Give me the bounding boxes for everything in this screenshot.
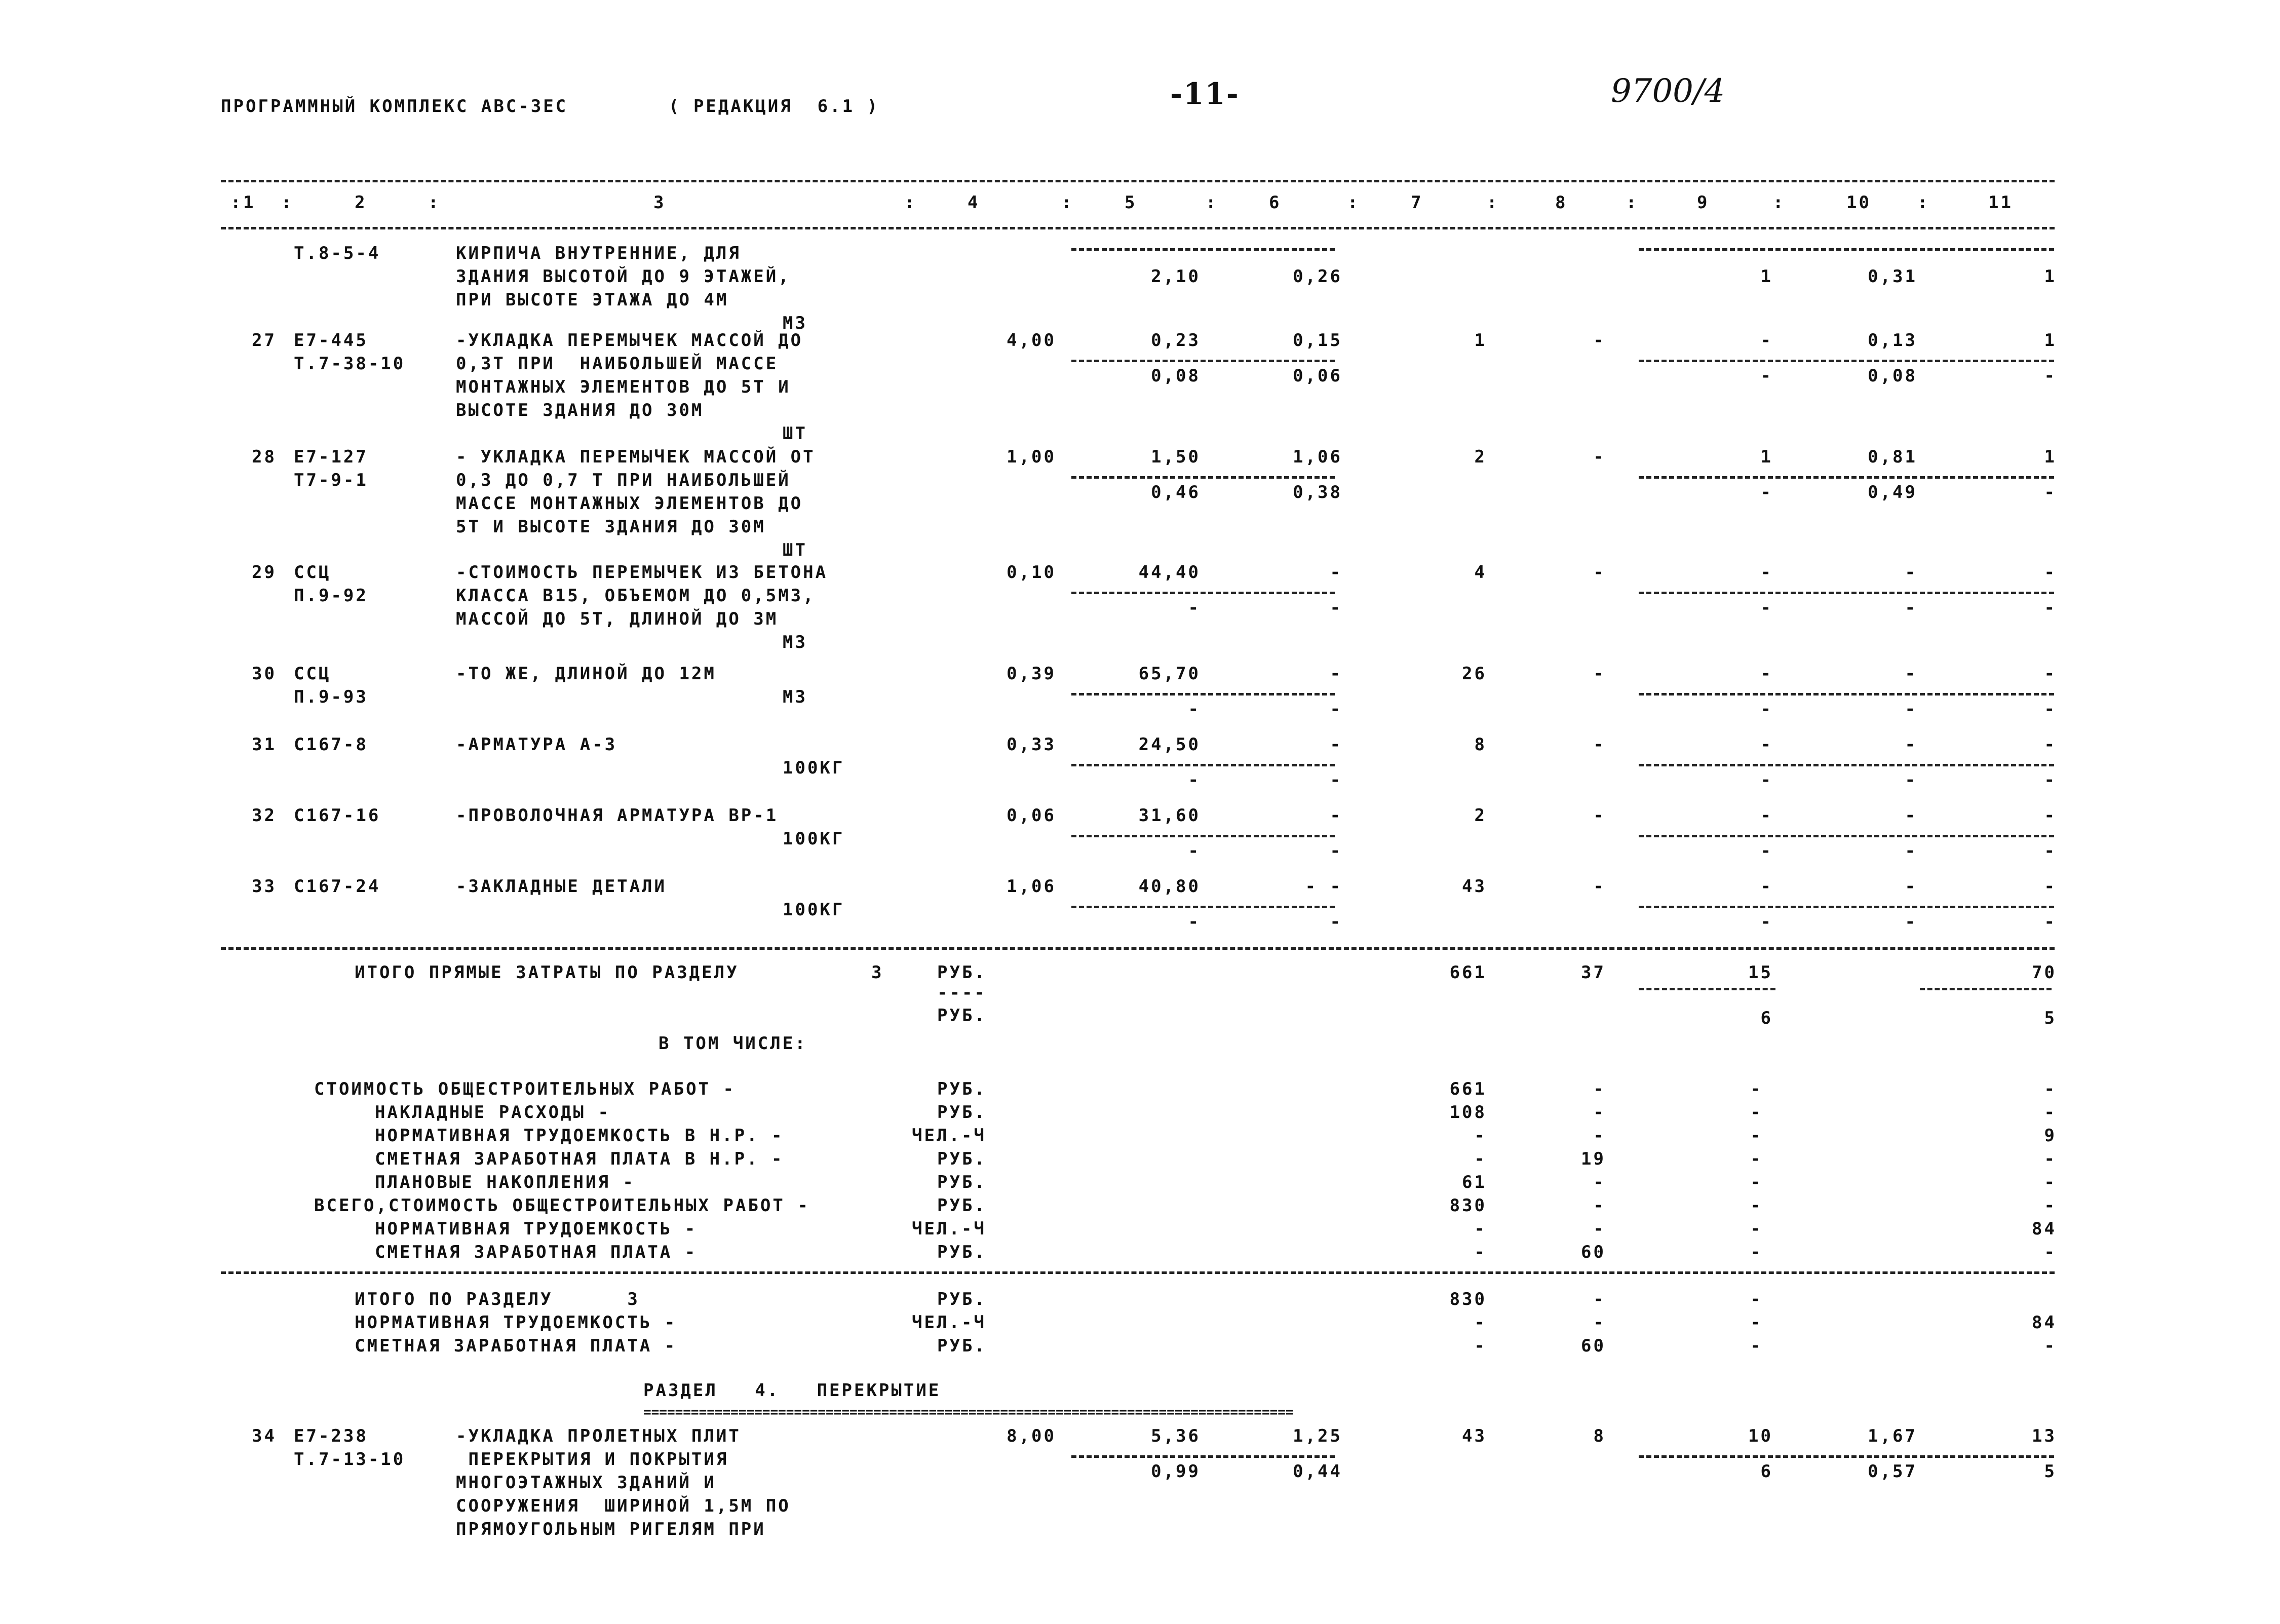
cell-col10-lower: -	[1905, 912, 1917, 932]
direct-costs-col7: 661	[1449, 962, 1487, 983]
cell-col5: 24,50	[1138, 734, 1201, 755]
cell-col7: 26	[1462, 664, 1487, 684]
cell-col10-lower: -	[1905, 699, 1917, 719]
cell-divider	[1639, 476, 2054, 479]
cell-col9-lower: 6	[1760, 1461, 1773, 1482]
column-separator: :	[1061, 192, 1074, 213]
section-total-col9: -	[1750, 1336, 1763, 1356]
cell-col10-lower: -	[1905, 598, 1917, 618]
cell-col11-lower: 5	[2044, 1461, 2057, 1482]
cell-divider	[1071, 592, 1335, 594]
section-total-col8: -	[1593, 1312, 1606, 1333]
row-unit: М3	[783, 632, 807, 652]
breakdown-col9: -	[1750, 1079, 1763, 1099]
cell-col5-lower: -	[1188, 912, 1201, 932]
row-unit: ШТ	[783, 540, 807, 560]
breakdown-col9: -	[1750, 1172, 1763, 1192]
cell-divider	[1071, 1455, 1335, 1458]
cell-divider	[1071, 248, 1335, 251]
row-description: ПЕРЕКРЫТИЯ И ПОКРЫТИЯ	[456, 1449, 729, 1470]
column-header-10: 10	[1846, 192, 1871, 213]
breakdown-col11: -	[2044, 1079, 2057, 1099]
breakdown-label: НОРМАТИВНАЯ ТРУДОЕМКОСТЬ -	[375, 1219, 698, 1239]
cell-col7: 43	[1462, 1426, 1487, 1446]
section-total-col9: -	[1750, 1289, 1763, 1309]
row-code: Е7-238	[294, 1426, 368, 1446]
cell-col7: 43	[1462, 876, 1487, 897]
row-code: П.9-93	[294, 687, 368, 707]
row-description: ЗДАНИЯ ВЫСОТОЙ ДО 9 ЭТАЖЕЙ,	[456, 266, 791, 287]
direct-costs-unit-rule: ----	[937, 983, 987, 1003]
cell-col5: 40,80	[1138, 876, 1201, 897]
row-description: 0,3Т ПРИ НАИБОЛЬШЕЙ МАССЕ	[456, 354, 779, 374]
cell-col4: 1,06	[1007, 876, 1056, 897]
row-code: С167-8	[294, 734, 368, 755]
cell-col5-lower: -	[1188, 841, 1201, 861]
row-code: ССЦ	[294, 664, 331, 684]
row-number: 34	[252, 1426, 277, 1446]
cell-col8: -	[1593, 447, 1606, 467]
row-unit: 100КГ	[783, 900, 845, 920]
cell-col8: -	[1593, 734, 1606, 755]
breakdown-col11: -	[2044, 1195, 2057, 1216]
section-total-label: СМЕТНАЯ ЗАРАБОТНАЯ ПЛАТА -	[355, 1336, 677, 1356]
breakdown-col8: -	[1593, 1126, 1606, 1146]
cell-col6: -	[1330, 664, 1342, 684]
row-unit: 100КГ	[783, 758, 845, 778]
row-description: -СТОИМОСТЬ ПЕРЕМЫЧЕК ИЗ БЕТОНА	[456, 562, 828, 583]
cell-divider	[1639, 360, 2054, 362]
breakdown-col7: -	[1474, 1219, 1487, 1239]
cell-col6: 1,25	[1293, 1426, 1342, 1446]
cell-col9: -	[1760, 734, 1773, 755]
cell-col5: 0,23	[1151, 330, 1201, 351]
cell-col11-lower: -	[2044, 841, 2057, 861]
column-separator: :	[1773, 192, 1786, 213]
breakdown-col8: -	[1593, 1195, 1606, 1216]
cell-col6-lower: 0,06	[1293, 366, 1342, 386]
cell-col9-lower: -	[1760, 770, 1773, 790]
breakdown-col7: -	[1474, 1242, 1487, 1262]
breakdown-label: НАКЛАДНЫЕ РАСХОДЫ -	[375, 1102, 610, 1123]
breakdown-col8: -	[1593, 1172, 1606, 1192]
column-header-9: 9	[1697, 192, 1710, 213]
cell-col11: -	[2044, 664, 2057, 684]
cell-col10: -	[1905, 876, 1917, 897]
section-total-unit: ЧЕЛ.-Ч	[912, 1312, 986, 1333]
column-header-7: 7	[1411, 192, 1423, 213]
cell-col11-lower: -	[2044, 912, 2057, 932]
row-description: СООРУЖЕНИЯ ШИРИНОЙ 1,5М ПО	[456, 1496, 791, 1516]
row-description: - УКЛАДКА ПЕРЕМЫЧЕК МАССОЙ ОТ	[456, 447, 816, 467]
cell-col8: -	[1593, 330, 1606, 351]
cell-col9: -	[1760, 805, 1773, 826]
cell-col8: -	[1593, 805, 1606, 826]
direct-costs-col11-lower: 5	[2044, 1008, 2057, 1028]
cell-col4: 0,33	[1007, 734, 1056, 755]
row-code: Т.7-13-10	[294, 1449, 406, 1470]
breakdown-unit: РУБ.	[937, 1242, 987, 1262]
cell-divider	[1920, 988, 2052, 990]
row-description: -ТО ЖЕ, ДЛИНОЙ ДО 12М	[456, 664, 716, 684]
column-header-11: 11	[1988, 192, 2013, 213]
row-description: -АРМАТУРА А-3	[456, 734, 617, 755]
breakdown-col11: -	[2044, 1149, 2057, 1169]
breakdown-col7: 108	[1449, 1102, 1487, 1123]
breakdown-col8: -	[1593, 1079, 1606, 1099]
edition-label: ( РЕДАКЦИЯ 6.1 )	[669, 96, 879, 117]
next-section-title: РАЗДЕЛ 4. ПЕРЕКРЫТИЕ	[643, 1380, 941, 1401]
cell-col10-lower: 0,08	[1868, 366, 1917, 386]
cell-col5-lower: -	[1188, 598, 1201, 618]
cell-col11-lower: -	[2044, 366, 2057, 386]
cell-col9-lower: -	[1760, 366, 1773, 386]
column-separator: :	[1206, 192, 1218, 213]
cell-col11: -	[2044, 734, 2057, 755]
breakdown-label: ПЛАНОВЫЕ НАКОПЛЕНИЯ -	[375, 1172, 635, 1192]
cell-col10-lower: -	[1905, 770, 1917, 790]
cell-col11-lower: -	[2044, 482, 2057, 502]
cell-col6-lower: -	[1330, 841, 1342, 861]
row-description: МАССОЙ ДО 5Т, ДЛИНОЙ ДО 3М	[456, 609, 779, 629]
breakdown-col11: 84	[2032, 1219, 2057, 1239]
row-description: -ПРОВОЛОЧНАЯ АРМАТУРА ВР-1	[456, 805, 779, 826]
cell-col5: 1,50	[1151, 447, 1201, 467]
cell-col6: 0,26	[1293, 266, 1342, 287]
section-total-rule	[221, 1271, 2055, 1274]
breakdown-label: СМЕТНАЯ ЗАРАБОТНАЯ ПЛАТА -	[375, 1242, 698, 1262]
row-unit: 100КГ	[783, 829, 845, 849]
section-total-col11: -	[2044, 1336, 2057, 1356]
breakdown-unit: РУБ.	[937, 1102, 987, 1123]
row-number: 30	[252, 664, 277, 684]
row-description: ВЫСОТЕ ЗДАНИЯ ДО 30М	[456, 400, 704, 420]
column-header-3: 3	[653, 192, 666, 213]
cell-col4: 0,39	[1007, 664, 1056, 684]
cell-divider	[1071, 835, 1335, 837]
cell-col6: - -	[1305, 876, 1342, 897]
cell-col6-lower: 0,44	[1293, 1461, 1342, 1482]
cell-col4: 8,00	[1007, 1426, 1056, 1446]
column-separator: :	[1917, 192, 1930, 213]
breakdown-col7: 830	[1449, 1195, 1487, 1216]
cell-col9: -	[1760, 562, 1773, 583]
table-top-rule	[221, 180, 2055, 182]
row-code: Е7-127	[294, 447, 368, 467]
breakdown-col8: 60	[1581, 1242, 1606, 1262]
cell-col10: -	[1905, 734, 1917, 755]
breakdown-col8: -	[1593, 1102, 1606, 1123]
row-description: ПРЯМОУГОЛЬНЫМ РИГЕЛЯМ ПРИ	[456, 1519, 766, 1539]
section-total-col8: -	[1593, 1289, 1606, 1309]
cell-col9-lower: -	[1760, 598, 1773, 618]
column-separator: :	[281, 192, 294, 213]
cell-divider	[1639, 988, 1775, 990]
cell-divider	[1639, 835, 2054, 837]
breakdown-col11: -	[2044, 1172, 2057, 1192]
breakdown-unit: ЧЕЛ.-Ч	[912, 1219, 986, 1239]
section-total-label: НОРМАТИВНАЯ ТРУДОЕМКОСТЬ -	[355, 1312, 677, 1333]
section-total-col11: 84	[2032, 1312, 2057, 1333]
cell-col5-lower: -	[1188, 770, 1201, 790]
row-code: П.9-92	[294, 586, 368, 606]
cell-col11: 1	[2044, 266, 2057, 287]
cell-col4: 0,06	[1007, 805, 1056, 826]
direct-costs-col9: 15	[1748, 962, 1773, 983]
row-description: КИРПИЧА ВНУТРЕННИЕ, ДЛЯ	[456, 243, 741, 263]
breakdown-col9: -	[1750, 1102, 1763, 1123]
breakdown-col7: 61	[1462, 1172, 1487, 1192]
cell-col7: 8	[1474, 734, 1487, 755]
column-header-6: 6	[1269, 192, 1282, 213]
cell-divider	[1071, 906, 1335, 908]
row-code: ССЦ	[294, 562, 331, 583]
breakdown-col11: -	[2044, 1102, 2057, 1123]
cell-divider	[1071, 693, 1335, 695]
row-code: Т.7-38-10	[294, 354, 406, 374]
cell-col9: 1	[1760, 266, 1773, 287]
cell-col10: -	[1905, 805, 1917, 826]
row-code: С167-24	[294, 876, 381, 897]
cell-col10: -	[1905, 664, 1917, 684]
row-number: 29	[252, 562, 277, 583]
cell-col8: -	[1593, 664, 1606, 684]
cell-col5: 2,10	[1151, 266, 1201, 287]
cell-col5: 65,70	[1138, 664, 1201, 684]
cell-col5-lower: -	[1188, 699, 1201, 719]
cell-col9-lower: -	[1760, 912, 1773, 932]
cell-col11: 1	[2044, 447, 2057, 467]
row-description: -ЗАКЛАДНЫЕ ДЕТАЛИ	[456, 876, 667, 897]
column-header-4: 4	[968, 192, 980, 213]
row-unit: ШТ	[783, 423, 807, 444]
cell-col10: 1,67	[1868, 1426, 1917, 1446]
cell-col5-lower: 0,46	[1151, 482, 1201, 502]
direct-costs-unit2: РУБ.	[937, 1006, 987, 1026]
row-number: 27	[252, 330, 277, 351]
cell-col5: 5,36	[1151, 1426, 1201, 1446]
cell-col9: 1	[1760, 447, 1773, 467]
cell-col7: 2	[1474, 447, 1487, 467]
cell-divider	[1071, 360, 1335, 362]
breakdown-col11: 9	[2044, 1126, 2057, 1146]
column-header-2: 2	[355, 192, 367, 213]
row-code: Т7-9-1	[294, 470, 368, 490]
row-unit: М3	[783, 313, 807, 333]
cell-col11: -	[2044, 562, 2057, 583]
cell-col6-lower: -	[1330, 598, 1342, 618]
cell-col4: 4,00	[1007, 330, 1056, 351]
breakdown-col8: -	[1593, 1219, 1606, 1239]
section-total-col7: -	[1474, 1336, 1487, 1356]
cell-col9: -	[1760, 664, 1773, 684]
row-number: 31	[252, 734, 277, 755]
section-title-underline: ==================================================================================	[643, 1405, 1294, 1420]
direct-costs-unit: РУБ.	[937, 962, 987, 983]
row-description: КЛАССА В15, ОБЪЕМОМ ДО 0,5М3,	[456, 586, 816, 606]
cell-col10: -	[1905, 562, 1917, 583]
cell-col5-lower: 0,08	[1151, 366, 1201, 386]
breakdown-unit: РУБ.	[937, 1195, 987, 1216]
cell-col6-lower: -	[1330, 770, 1342, 790]
cell-col10: 0,13	[1868, 330, 1917, 351]
direct-costs-section: 3	[871, 962, 884, 983]
cell-col5-lower: 0,99	[1151, 1461, 1201, 1482]
column-header-8: 8	[1555, 192, 1568, 213]
direct-costs-col9-lower: 6	[1760, 1008, 1773, 1028]
cell-col6-lower: -	[1330, 699, 1342, 719]
cell-col4: 0,10	[1007, 562, 1056, 583]
breakdown-col9: -	[1750, 1195, 1763, 1216]
cell-col9: -	[1760, 876, 1773, 897]
cell-col6: 1,06	[1293, 447, 1342, 467]
breakdown-label: СТОИМОСТЬ ОБЩЕСТРОИТЕЛЬНЫХ РАБОТ -	[314, 1079, 736, 1099]
row-number: 32	[252, 805, 277, 826]
cell-col9-lower: -	[1760, 482, 1773, 502]
breakdown-col7: 661	[1449, 1079, 1487, 1099]
cell-col10-lower: 0,49	[1868, 482, 1917, 502]
breakdown-unit: РУБ.	[937, 1079, 987, 1099]
direct-costs-col8: 37	[1581, 962, 1606, 983]
breakdown-col9: -	[1750, 1219, 1763, 1239]
breakdown-col7: -	[1474, 1126, 1487, 1146]
cell-col11: -	[2044, 876, 2057, 897]
breakdown-col8: 19	[1581, 1149, 1606, 1169]
column-separator: :	[1487, 192, 1499, 213]
breakdown-col9: -	[1750, 1149, 1763, 1169]
breakdown-label: НОРМАТИВНАЯ ТРУДОЕМКОСТЬ В Н.Р. -	[375, 1126, 784, 1146]
cell-col6: 0,15	[1293, 330, 1342, 351]
column-separator: :	[230, 192, 243, 213]
row-description: -УКЛАДКА ПЕРЕМЫЧЕК МАССОЙ ДО	[456, 330, 803, 351]
breakdown-col7: -	[1474, 1149, 1487, 1169]
cell-col11-lower: -	[2044, 699, 2057, 719]
totals-top-rule	[221, 947, 2055, 950]
breakdown-label: ВСЕГО,СТОИМОСТЬ ОБЩЕСТРОИТЕЛЬНЫХ РАБОТ -	[314, 1195, 810, 1216]
breakdown-unit: РУБ.	[937, 1149, 987, 1169]
cell-col10: 0,81	[1868, 447, 1917, 467]
cell-col8: -	[1593, 562, 1606, 583]
section-total-unit: РУБ.	[937, 1289, 987, 1309]
row-code: С167-16	[294, 805, 381, 826]
cell-col11: -	[2044, 805, 2057, 826]
row-description: МАССЕ МОНТАЖНЫХ ЭЛЕМЕНТОВ ДО	[456, 493, 803, 514]
row-unit: М3	[783, 687, 807, 707]
column-separator: :	[904, 192, 917, 213]
section-total-col7: 830	[1449, 1289, 1487, 1309]
cell-col9: 10	[1748, 1426, 1773, 1446]
row-description: ПРИ ВЫСОТЕ ЭТАЖА ДО 4М	[456, 290, 729, 310]
section-total-label: ИТОГО ПО РАЗДЕЛУ 3	[355, 1289, 640, 1309]
breakdown-col11: -	[2044, 1242, 2057, 1262]
program-title: ПРОГРАММНЫЙ КОМПЛЕКС АВС-3ЕС	[221, 96, 568, 117]
section-total-col7: -	[1474, 1312, 1487, 1333]
row-code: Е7-445	[294, 330, 368, 351]
cell-col10-lower: 0,57	[1868, 1461, 1917, 1482]
cell-col9-lower: -	[1760, 841, 1773, 861]
cell-divider	[1639, 693, 2054, 695]
column-header-5: 5	[1125, 192, 1137, 213]
breakdown-unit: РУБ.	[937, 1172, 987, 1192]
handwritten-code: 9700/4	[1611, 72, 1725, 110]
cell-divider	[1639, 764, 2054, 766]
breakdown-col9: -	[1750, 1126, 1763, 1146]
cell-col10: 0,31	[1868, 266, 1917, 287]
cell-col10-lower: -	[1905, 841, 1917, 861]
breakdown-label: СМЕТНАЯ ЗАРАБОТНАЯ ПЛАТА В Н.Р. -	[375, 1149, 784, 1169]
row-number: 28	[252, 447, 277, 467]
section-total-col9: -	[1750, 1312, 1763, 1333]
cell-divider	[1639, 1455, 2054, 1458]
cell-col11-lower: -	[2044, 770, 2057, 790]
cell-divider	[1639, 906, 2054, 908]
breakdown-unit: ЧЕЛ.-Ч	[912, 1126, 986, 1146]
cell-col6-lower: 0,38	[1293, 482, 1342, 502]
page-number: -11-	[1170, 76, 1240, 111]
cell-col7: 1	[1474, 330, 1487, 351]
section-total-col8: 60	[1581, 1336, 1606, 1356]
cell-col11: 13	[2032, 1426, 2057, 1446]
including-label: В ТОМ ЧИСЛЕ:	[659, 1033, 807, 1054]
cell-col7: 4	[1474, 562, 1487, 583]
row-number: 33	[252, 876, 277, 897]
cell-col11-lower: -	[2044, 598, 2057, 618]
column-header-1: 1	[243, 192, 256, 213]
section-total-unit: РУБ.	[937, 1336, 987, 1356]
column-header-rule	[221, 227, 2055, 229]
cell-divider	[1071, 476, 1335, 479]
direct-costs-label: ИТОГО ПРЯМЫЕ ЗАТРАТЫ ПО РАЗДЕЛУ	[355, 962, 739, 983]
cell-col9: -	[1760, 330, 1773, 351]
cell-col6: -	[1330, 734, 1342, 755]
row-description: МНОГОЭТАЖНЫХ ЗДАНИЙ И	[456, 1473, 716, 1493]
cell-col9-lower: -	[1760, 699, 1773, 719]
row-description: 0,3 ДО 0,7 Т ПРИ НАИБОЛЬШЕЙ	[456, 470, 791, 490]
row-description: МОНТАЖНЫХ ЭЛЕМЕНТОВ ДО 5Т И	[456, 377, 791, 397]
column-separator: :	[1626, 192, 1639, 213]
cell-divider	[1071, 764, 1335, 766]
row-code: Т.8-5-4	[294, 243, 381, 263]
cell-col11: 1	[2044, 330, 2057, 351]
cell-col7: 2	[1474, 805, 1487, 826]
column-separator: :	[428, 192, 441, 213]
cell-col5: 44,40	[1138, 562, 1201, 583]
column-separator: :	[1347, 192, 1360, 213]
cell-divider	[1639, 592, 2054, 594]
cell-divider	[1639, 248, 2054, 251]
cell-col4: 1,00	[1007, 447, 1056, 467]
direct-costs-col11: 70	[2032, 962, 2057, 983]
row-description: -УКЛАДКА ПРОЛЕТНЫХ ПЛИТ	[456, 1426, 741, 1446]
cell-col6: -	[1330, 805, 1342, 826]
breakdown-col9: -	[1750, 1242, 1763, 1262]
cell-col6: -	[1330, 562, 1342, 583]
cell-col8: -	[1593, 876, 1606, 897]
cell-col5: 31,60	[1138, 805, 1201, 826]
cell-col8: 8	[1593, 1426, 1606, 1446]
cell-col6-lower: -	[1330, 912, 1342, 932]
row-description: 5Т И ВЫСОТЕ ЗДАНИЯ ДО 30М	[456, 517, 766, 537]
